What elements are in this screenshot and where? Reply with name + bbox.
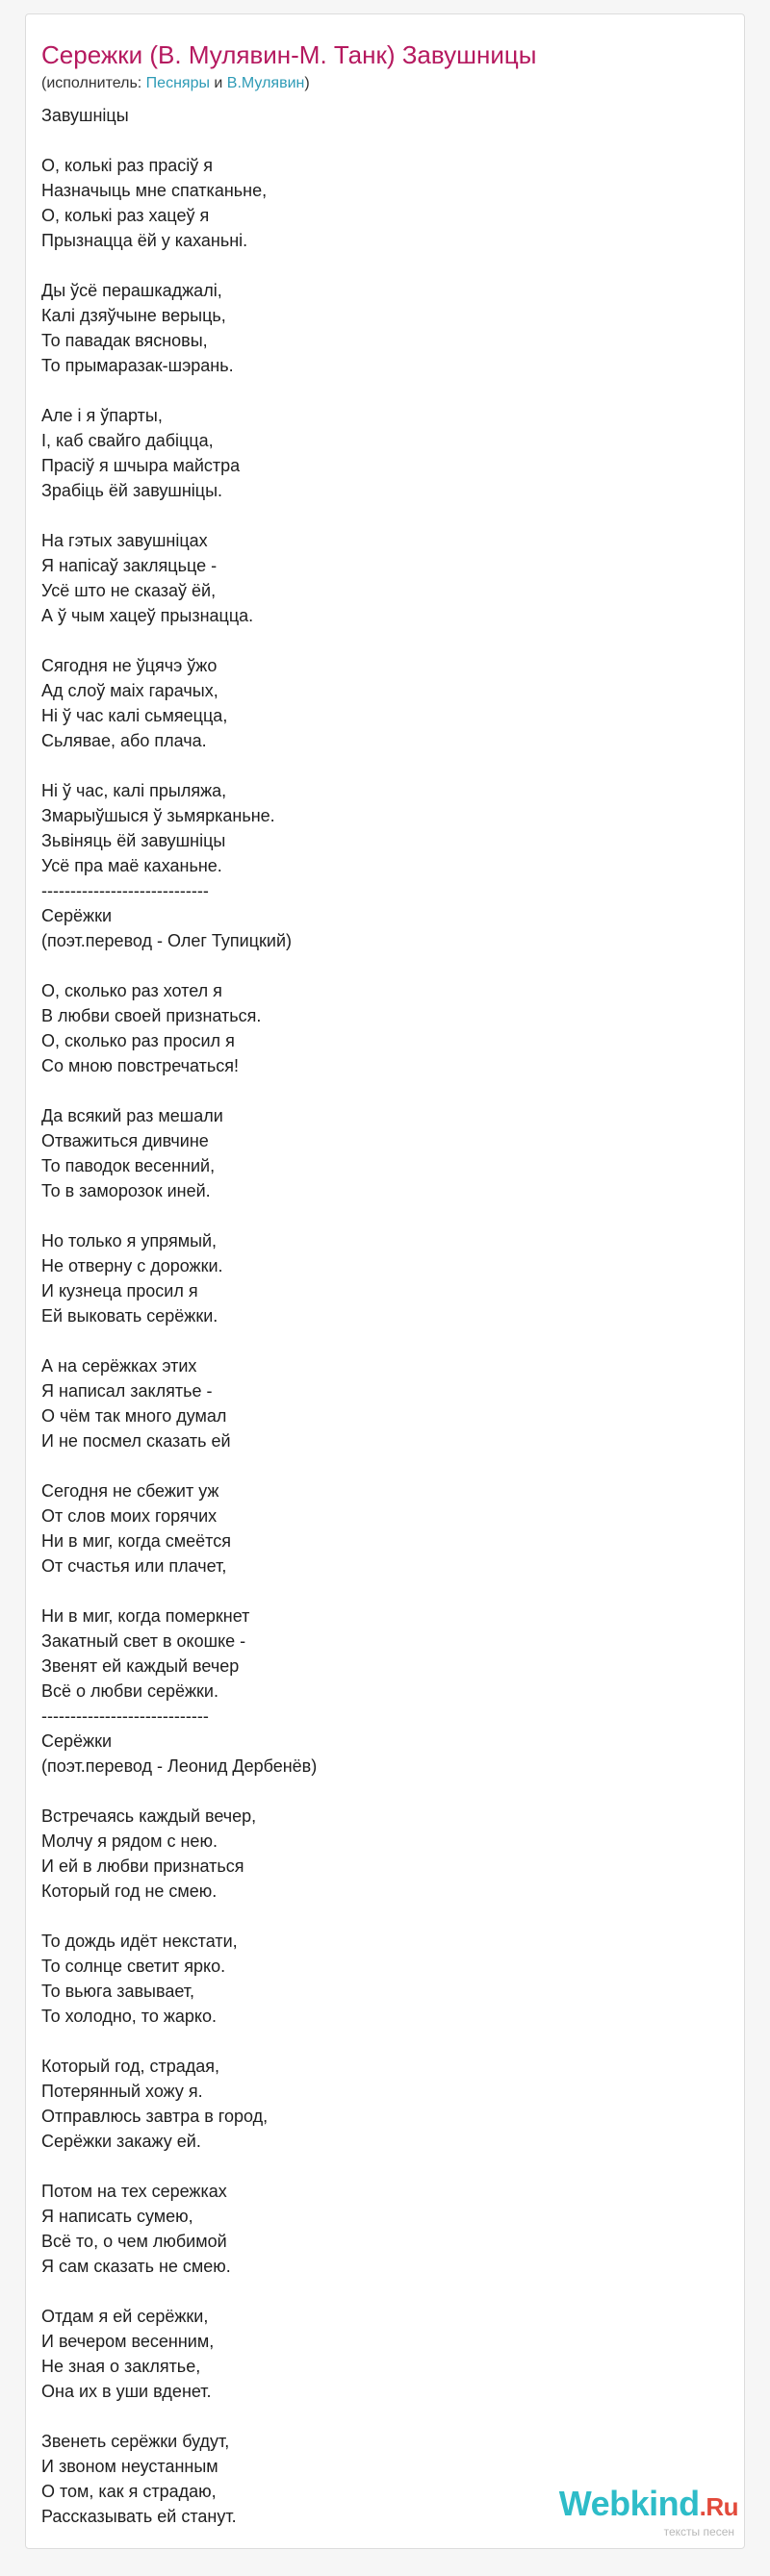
lyric-line: Серёжки закажу ей. [41, 2132, 201, 2151]
lyric-line: То вьюга завывает, [41, 1982, 195, 2001]
lyric-line: Зрабіць ёй завушніцы. [41, 481, 223, 500]
stanza-gap [41, 1328, 715, 1353]
lyric-line: ----------------------------- [41, 1706, 209, 1726]
stanza-gap [41, 2404, 715, 2429]
performer-link-mulyavin[interactable]: В.Мулявин [226, 75, 305, 91]
lyric-line: Ні ў час, калі прыляжа, [41, 781, 227, 800]
stanza-gap [41, 2154, 715, 2179]
stanza-gap [41, 1453, 715, 1478]
lyric-line: О, колькі раз прасіў я [41, 156, 214, 175]
lyric-line: Который год, страдая, [41, 2057, 219, 2076]
performer-link-pesnyary[interactable]: Песняры [145, 75, 210, 91]
lyric-line: (поэт.перевод - Леонид Дербенёв) [41, 1756, 318, 1776]
lyric-line: От счастья или плачет, [41, 1556, 227, 1576]
stanza-gap [41, 503, 715, 528]
lyric-line: Звенеть серёжки будут, [41, 2432, 230, 2451]
lyric-line: Я напісаў закляцьце - [41, 556, 218, 575]
lyric-line: Зьвіняць ёй завушніцы [41, 831, 226, 850]
stanza-gap [41, 1904, 715, 1929]
lyric-line: Я сам сказать не смею. [41, 2257, 231, 2276]
lyric-line: А ў чым хацеў прызнацца. [41, 606, 254, 625]
lyric-line: То солнце светит ярко. [41, 1957, 226, 1976]
lyric-line: От слов моих горячих [41, 1506, 218, 1526]
lyric-line: Который год не смею. [41, 1881, 218, 1901]
stanza-gap [41, 1078, 715, 1103]
lyric-line: На гэтых завушніцах [41, 531, 208, 550]
lyric-line: И звоном неустанным [41, 2457, 218, 2476]
lyric-line: Усё пра маё каханьне. [41, 856, 222, 875]
lyric-line: Ни в миг, когда померкнет [41, 1606, 250, 1626]
lyric-line: То холодно, то жарко. [41, 2007, 217, 2026]
lyric-line: Ад слоў маіх гарачых, [41, 681, 218, 700]
stanza-gap [41, 628, 715, 653]
lyric-line: Змарыўшыся ў зьмярканьне. [41, 806, 275, 825]
lyric-line: То прымаразак-шэрань. [41, 356, 234, 375]
lyric-line: О чём так много думал [41, 1406, 227, 1426]
stanza-gap [41, 953, 715, 978]
lyric-line: В любви своей признаться. [41, 1006, 262, 1025]
lyric-line: Калі дзяўчыне верыць, [41, 306, 226, 325]
lyric-line: (поэт.перевод - Олег Тупицкий) [41, 931, 292, 950]
performer-prefix: (исполнитель: [41, 75, 146, 91]
stanza-gap [41, 1578, 715, 1604]
lyric-line: То павадак вясновы, [41, 331, 208, 350]
lyric-line: Серёжки [41, 906, 113, 925]
lyric-line: О том, как я страдаю, [41, 2482, 217, 2501]
performer-suffix: ) [304, 75, 310, 91]
lyric-line: ----------------------------- [41, 881, 209, 900]
lyrics-body [41, 103, 715, 2529]
lyric-line: Встречаясь каждый вечер, [41, 1806, 257, 1826]
stanza-gap [41, 378, 715, 403]
lyric-line: Да всякий раз мешали [41, 1106, 223, 1125]
lyric-line: Рассказывать ей станут. [41, 2507, 237, 2526]
lyric-line: Закатный свет в окошке - [41, 1631, 246, 1651]
lyric-line: Серёжки [41, 1731, 113, 1751]
lyric-line: Молчу я рядом с нею. [41, 1831, 218, 1851]
lyric-line: Завушніцы [41, 106, 129, 125]
lyric-line: То паводок весенний, [41, 1156, 216, 1175]
lyric-line: Але і я ўпарты, [41, 406, 163, 425]
song-card [25, 13, 745, 2549]
lyric-line: Я написал заклятье - [41, 1381, 213, 1401]
lyric-line: Не отверну с дорожки. [41, 1256, 223, 1275]
logo-tagline: тексты песен [663, 2525, 734, 2538]
lyric-line: Всё то, о чем любимой [41, 2232, 227, 2251]
lyric-line: Отдам я ей серёжки, [41, 2307, 209, 2326]
lyric-line: О, колькі раз хацеў я [41, 206, 210, 225]
lyric-line: Прызнацца ёй у каханьні. [41, 231, 248, 250]
stanza-gap [41, 1779, 715, 1804]
lyric-line: О, сколько раз хотел я [41, 981, 222, 1000]
lyric-line: Со мною повстречаться! [41, 1056, 239, 1075]
lyric-line: И кузнеца просил я [41, 1281, 198, 1301]
lyric-line: Усё што не сказаў ёй, [41, 581, 217, 600]
lyric-line: Ни в миг, когда смеётся [41, 1531, 231, 1551]
lyric-line: Сягодня не ўцячэ ўжо [41, 656, 218, 675]
lyric-line: Она их в уши вденет. [41, 2382, 212, 2401]
lyric-line: А на серёжках этих [41, 1356, 197, 1376]
lyric-line: То в заморозок иней. [41, 1181, 211, 1200]
stanza-gap [41, 1203, 715, 1228]
lyric-line: То дождь идёт некстати, [41, 1932, 238, 1951]
lyric-line: И не посмел сказать ей [41, 1431, 231, 1451]
lyric-line: Сегодня не сбежит уж [41, 1481, 219, 1501]
lyric-line: Ні ў час калі сьмяецца, [41, 706, 228, 725]
lyric-line: Назначыць мне спатканьне, [41, 181, 268, 200]
lyric-line: Но только я упрямый, [41, 1231, 218, 1250]
performer-separator: и [209, 75, 227, 91]
logo-name: Webkind [558, 2484, 700, 2523]
lyric-line: Звенят ей каждый вечер [41, 1656, 240, 1676]
stanza-gap [41, 253, 715, 278]
lyric-line: Потерянный хожу я. [41, 2082, 203, 2101]
lyric-line: Я написать сумею, [41, 2207, 193, 2226]
lyric-line: И вечером весенним, [41, 2332, 215, 2351]
lyric-line: О, сколько раз просил я [41, 1031, 235, 1050]
site-logo[interactable] [559, 2486, 738, 2538]
logo-tld: .Ru [699, 2492, 738, 2521]
stanza-gap [41, 2029, 715, 2054]
stanza-gap [41, 2279, 715, 2304]
lyric-line: Прасіў я шчыра майстра [41, 456, 241, 475]
lyric-line: Ды ўсё перашкаджалі, [41, 281, 222, 300]
lyric-line: І, каб свайго дабіцца, [41, 431, 214, 450]
lyric-line: Отважиться дивчине [41, 1131, 209, 1150]
lyric-line: Ей выковать серёжки. [41, 1306, 218, 1326]
lyric-line: Не зная о заклятье, [41, 2357, 201, 2376]
lyric-line: Отправлюсь завтра в город, [41, 2107, 269, 2126]
lyric-line: Сьлявае, або плача. [41, 731, 207, 750]
lyric-line: Всё о любви серёжки. [41, 1681, 218, 1701]
stanza-gap [41, 128, 715, 153]
lyric-line: Потом на тех сережках [41, 2182, 227, 2201]
stanza-gap [41, 753, 715, 778]
lyric-line: И ей в любви признаться [41, 1856, 244, 1876]
performer-line [41, 74, 310, 93]
song-title: Сережки (В. Мулявин-М. Танк) Завушницы [41, 40, 537, 69]
logo-wordmark [559, 2486, 738, 2525]
